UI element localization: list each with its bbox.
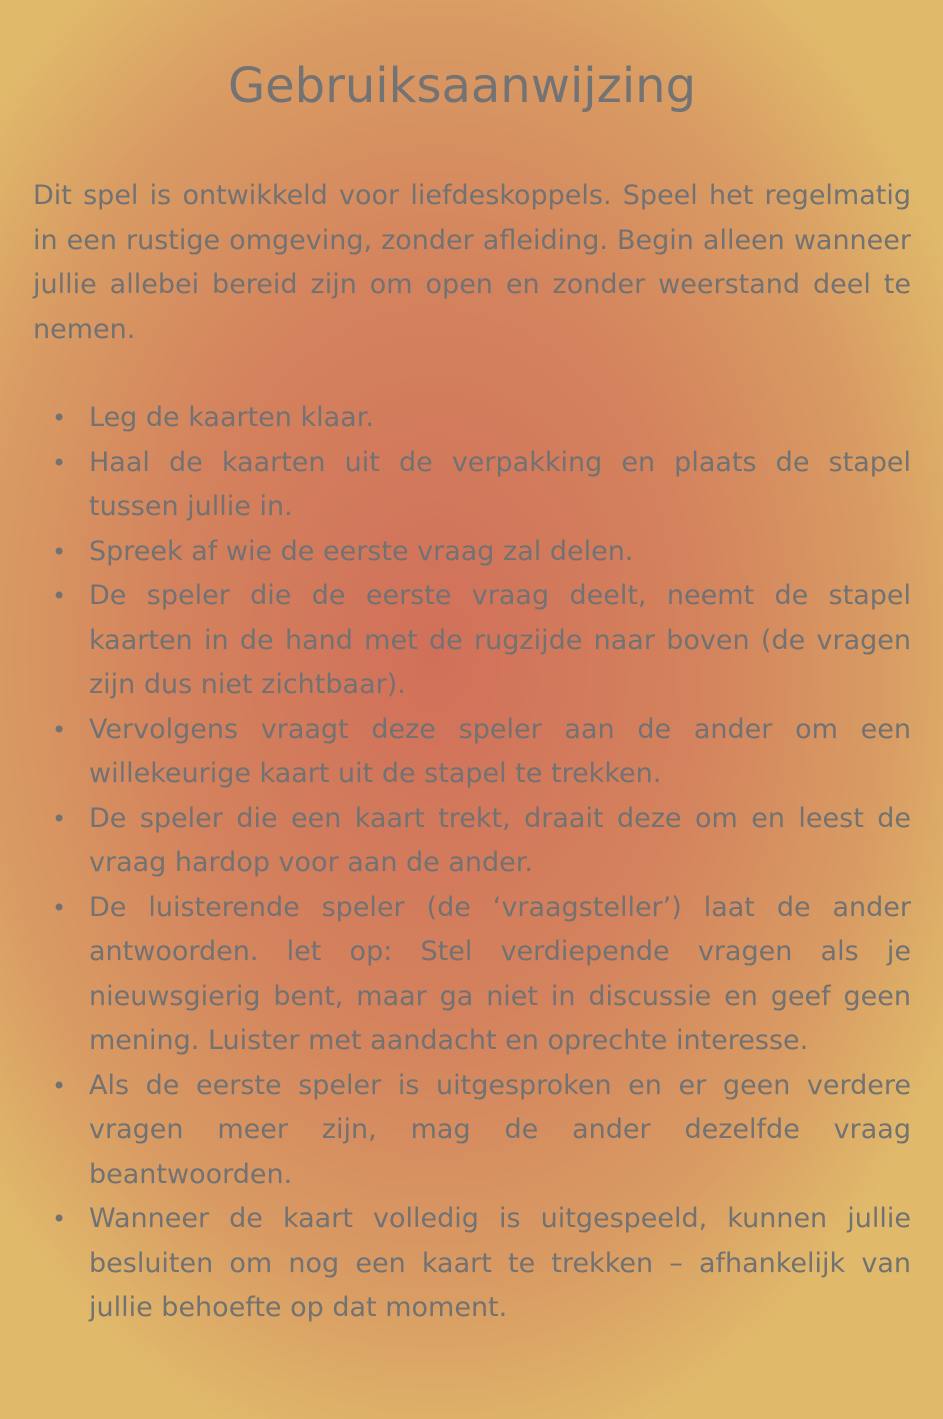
bullet-icon: • bbox=[52, 582, 67, 610]
list-item bbox=[33, 574, 911, 708]
list-item bbox=[33, 1064, 911, 1198]
bullet-icon: • bbox=[52, 404, 67, 432]
list-item bbox=[33, 441, 911, 530]
page-title: Gebruiksaanwijzing bbox=[227, 58, 697, 114]
step-text: Als de eerste speler is uitgesproken en er geen verdere vragen meer zijn, mag de ander dezelfde vraag beantwoorden. bbox=[89, 1069, 911, 1190]
step-text: Leg de kaarten klaar. bbox=[89, 402, 374, 433]
step-text: Vervolgens vraagt deze speler aan de ander om een willekeurige kaart uit de stapel te trekken. bbox=[89, 713, 911, 789]
list-item bbox=[33, 886, 911, 1064]
list-item bbox=[33, 396, 911, 441]
step-text: De speler die een kaart trekt, draait deze om en leest de vraag hardop voor aan de ander. bbox=[89, 802, 911, 878]
list-item bbox=[33, 797, 911, 886]
bullet-icon: • bbox=[52, 715, 67, 744]
step-text: Spreek af wie de eerste vraag zal delen. bbox=[89, 535, 634, 567]
step-text: Wanneer de kaart volledig is uitgespeeld, kunnen jullie besluiten om nog een kaart te trekken – afhankelijk van jullie behoefte op dat moment. bbox=[89, 1203, 911, 1323]
step-text: De speler die de eerste vraag deelt, neemt de stapel kaarten in de hand met de rugzijde naar boven (de vragen zijn dus niet zichtbaar). bbox=[89, 580, 911, 700]
step-text: Haal de kaarten uit de verpakking en plaats de stapel tussen jullie in. bbox=[89, 446, 911, 522]
bullet-icon: • bbox=[52, 537, 67, 566]
list-item bbox=[33, 1197, 911, 1331]
bullet-icon: • bbox=[52, 893, 67, 922]
list-item bbox=[33, 530, 911, 575]
bullet-icon: • bbox=[52, 804, 67, 833]
bullet-icon: • bbox=[52, 448, 67, 477]
bullet-icon: • bbox=[52, 1071, 67, 1100]
steps-list bbox=[33, 396, 911, 1331]
intro-paragraph: Dit spel is ontwikkeld voor liefdeskoppels. Speel het regelmatig in een rustige omgeving, zonder afleiding. Begin alleen wanneer jullie allebei bereid zijn om open en zonder weerstand deel te nemen. bbox=[33, 180, 911, 345]
step-text: De luisterende speler (de ‘vraagsteller’) laat de ander antwoorden. let op: Stel verdiepende vragen als je nieuwsgierig bent, maar ga niet in discussie en geef geen mening. Luister met aandacht en oprechte interesse. bbox=[89, 891, 911, 1056]
list-item bbox=[33, 708, 911, 797]
bullet-icon: • bbox=[52, 1205, 67, 1233]
